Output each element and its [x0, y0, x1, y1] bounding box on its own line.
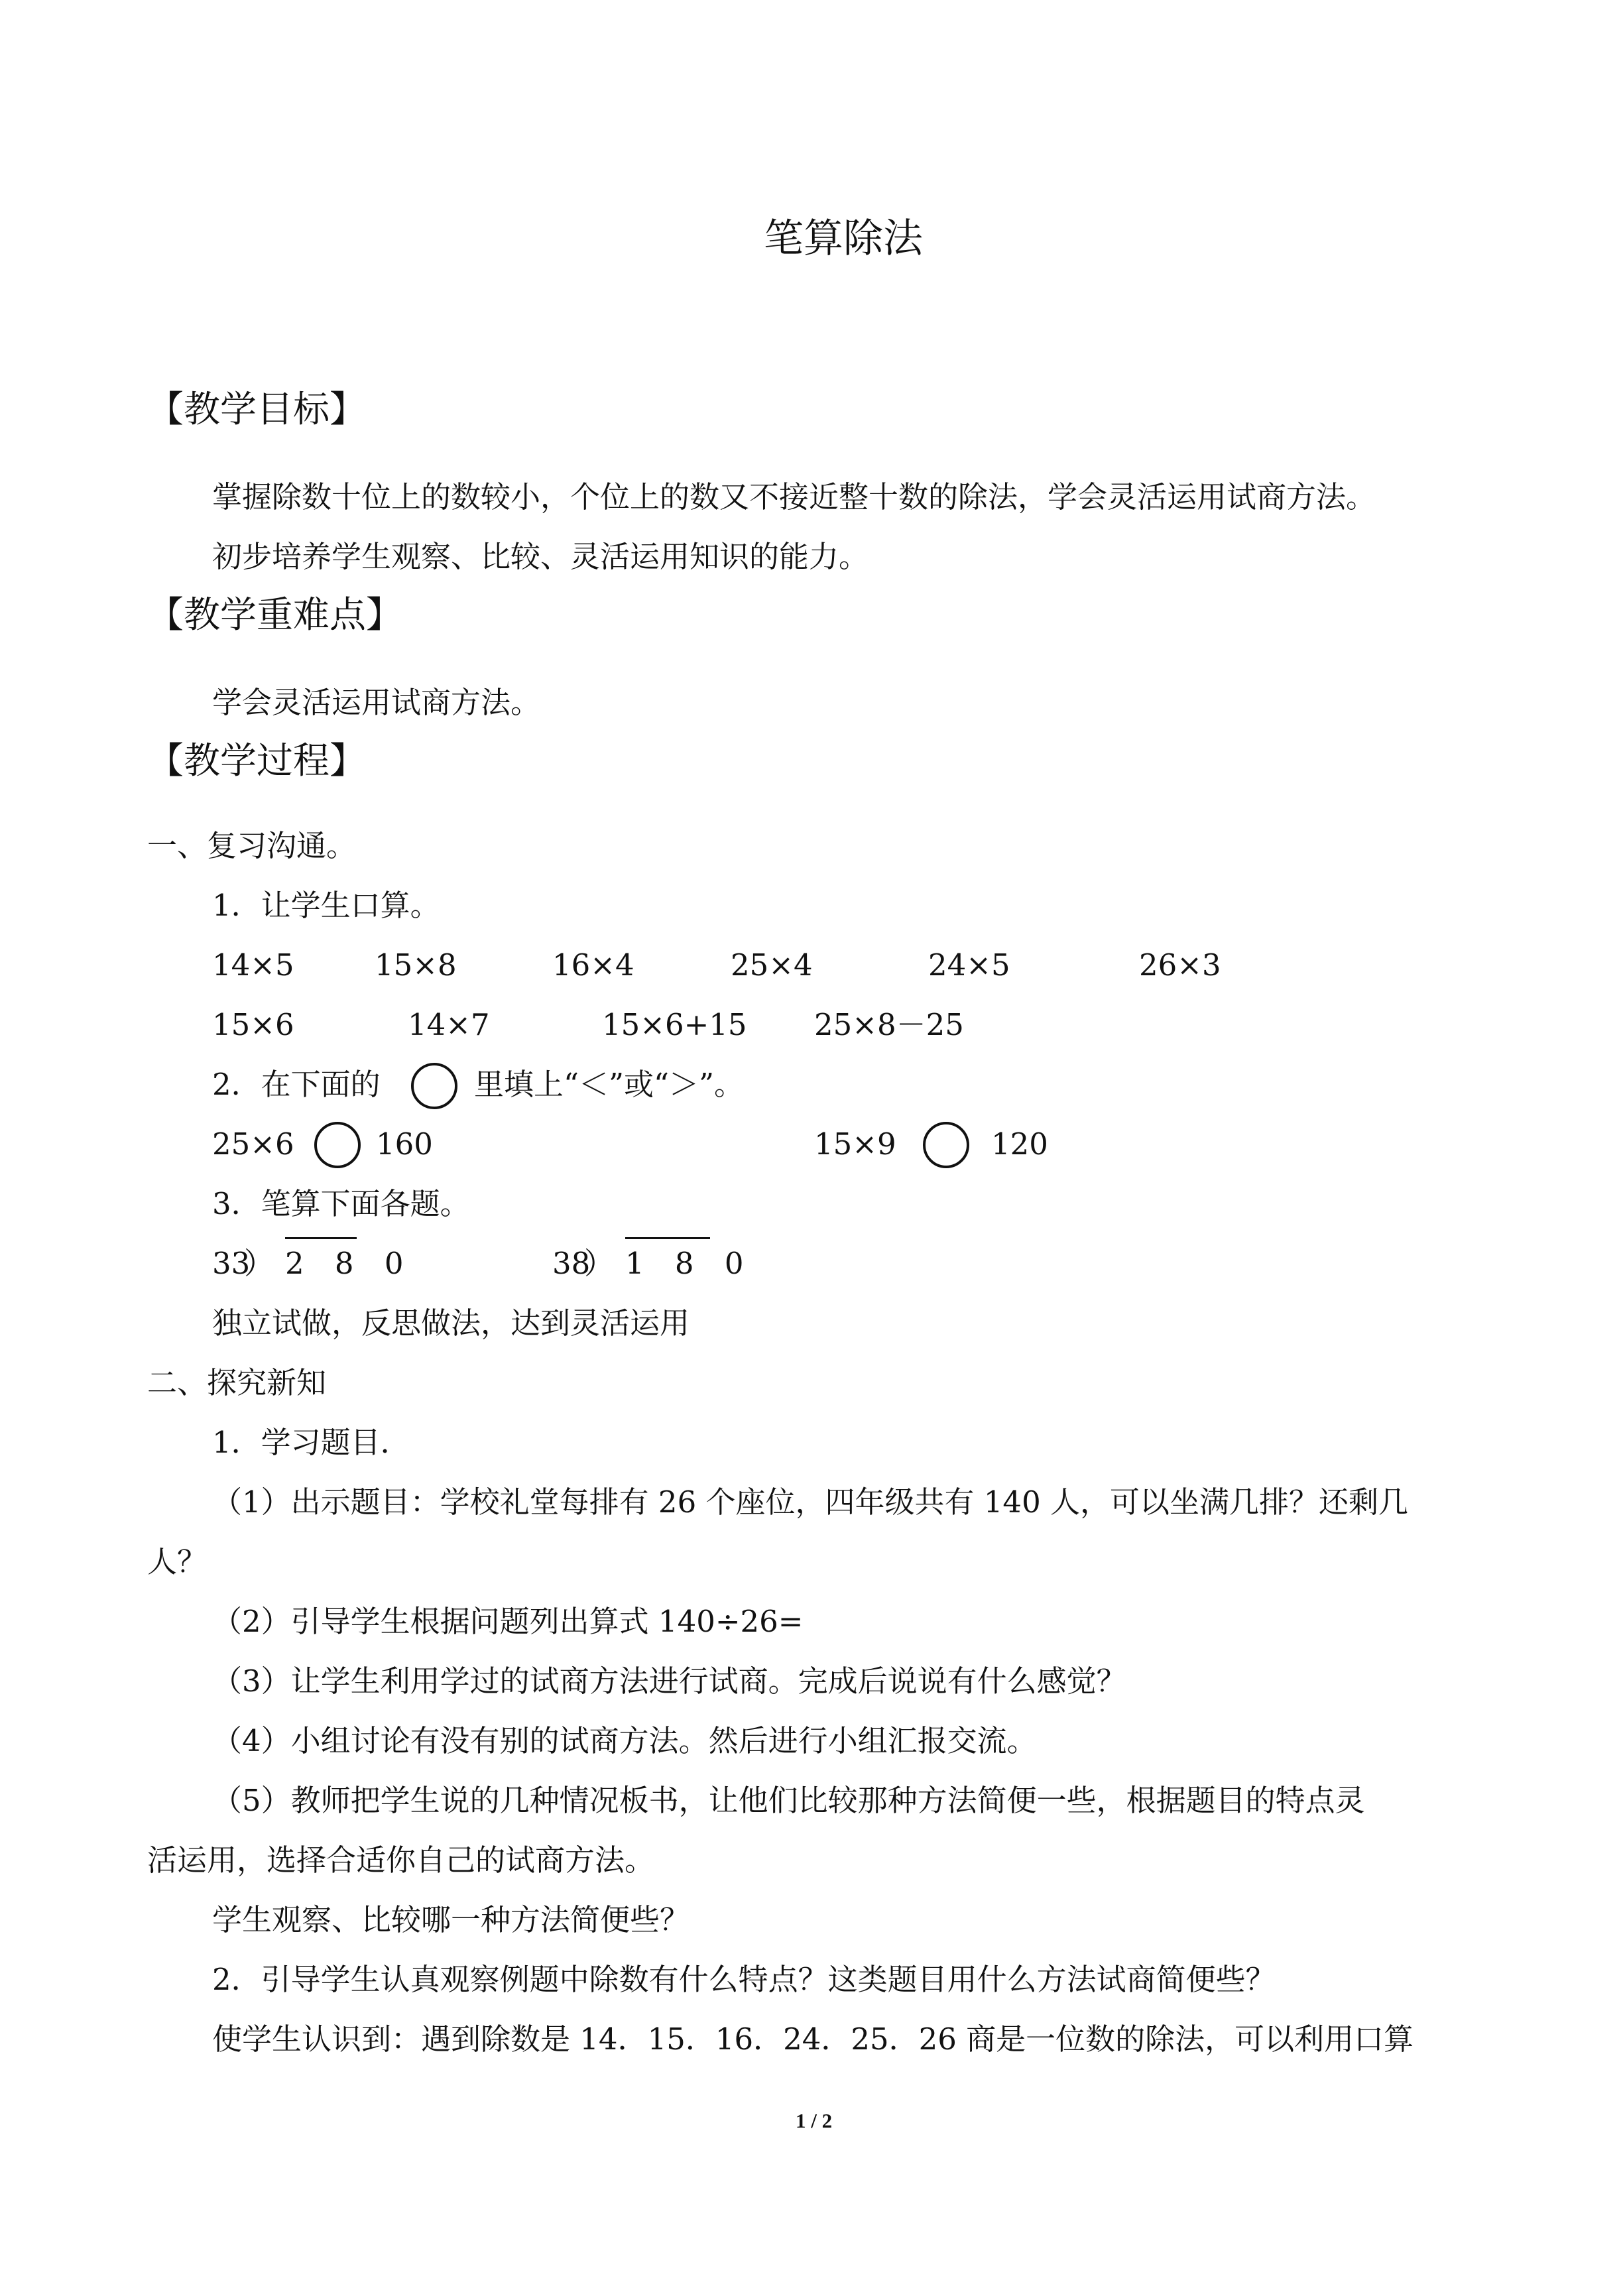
blank-circle: [411, 1063, 457, 1109]
long-division-dividend-2: 1 8 0: [625, 1246, 754, 1281]
oral-calc-expression: 15×6+15: [602, 1007, 747, 1042]
explore-item-2: 2．引导学生认真观察例题中除数有什么特点？这类题目用什么方法试商简便些？: [212, 1962, 1276, 1997]
division-bar-2: [625, 1237, 710, 1239]
long-division-dividend-1: 2 8 0: [285, 1246, 414, 1281]
oral-calc-expression: 24×5: [928, 947, 1010, 983]
review-item-2-suffix: 里填上“＜”或“＞”。: [474, 1067, 745, 1102]
section-heading-objectives: 【教学目标】: [147, 388, 367, 430]
division-bracket: ）: [584, 1246, 615, 1281]
keypoint-line-1: 学会灵活运用试商方法。: [212, 685, 541, 720]
oral-calc-expression: 14×7: [408, 1007, 490, 1042]
oral-calc-expression: 26×3: [1139, 947, 1221, 983]
explore-heading: 二、探究新知: [147, 1365, 327, 1400]
explore-paragraph-1: （1）出示题目：学校礼堂每排有 26 个座位，四年级共有 140 人，可以坐满几排？还剩几: [212, 1484, 1409, 1520]
oral-calc-expression: 25×4: [731, 947, 813, 983]
section-heading-process: 【教学过程】: [147, 739, 367, 782]
explore-paragraph-2: （2）引导学生根据问题列出算式 140÷26=: [212, 1604, 804, 1639]
oral-calc-expression: 15×8: [375, 947, 457, 983]
long-division-divisor-2: 38: [552, 1246, 591, 1281]
explore-paragraph-4: （4）小组讨论有没有别的试商方法。然后进行小组汇报交流。: [212, 1723, 1037, 1758]
section-heading-keypoints: 【教学重难点】: [147, 593, 403, 636]
objective-line-1: 掌握除数十位上的数较小，个位上的数又不接近整十数的除法，学会灵活运用试商方法。: [212, 479, 1376, 514]
review-item-2-prefix: 2．在下面的: [212, 1067, 381, 1102]
long-division-divisor-1: 33: [212, 1246, 251, 1281]
explore-paragraph-1-continued: 人？: [147, 1544, 208, 1579]
compare-right-1: 160: [376, 1126, 433, 1162]
compare-left-2: 15×9: [814, 1126, 896, 1162]
review-item-1: 1．让学生口算。: [212, 888, 440, 923]
explore-item-1: 1．学习题目．: [212, 1425, 410, 1460]
objective-line-2: 初步培养学生观察、比较、灵活运用知识的能力。: [212, 539, 869, 574]
oral-calc-expression: 14×5: [212, 947, 294, 983]
review-heading: 一、复习沟通。: [147, 828, 357, 863]
explore-observe: 学生观察、比较哪一种方法简便些？: [212, 1902, 690, 1937]
compare-blank-circle-2[interactable]: [923, 1122, 969, 1168]
page-number: 1 / 2: [796, 2109, 833, 2132]
compare-left-1: 25×6: [212, 1126, 294, 1162]
compare-blank-circle-1[interactable]: [314, 1122, 361, 1168]
oral-calc-expression: 25×8－25: [814, 1007, 964, 1042]
explore-paragraph-5: （5）教师把学生说的几种情况板书，让他们比较那种方法简便一些，根据题目的特点灵: [212, 1783, 1365, 1818]
oral-calc-expression: 15×6: [212, 1007, 294, 1042]
explore-paragraph-3: （3）让学生利用学过的试商方法进行试商。完成后说说有什么感觉？: [212, 1663, 1126, 1699]
division-bracket: ）: [244, 1246, 274, 1281]
review-note: 独立试做，反思做法，达到灵活运用: [212, 1305, 690, 1341]
review-item-3: 3．笔算下面各题。: [212, 1186, 470, 1221]
division-bar-1: [285, 1237, 357, 1239]
explore-paragraph-5-continued: 活运用，选择合适你自己的试商方法。: [147, 1843, 655, 1878]
document-title: 笔算除法: [764, 215, 923, 262]
oral-calc-expression: 16×4: [552, 947, 634, 983]
explore-conclusion: 使学生认识到：遇到除数是 14．15．16．24．25．26 商是一位数的除法，可以利用口算: [212, 2022, 1414, 2057]
compare-right-2: 120: [991, 1126, 1048, 1162]
